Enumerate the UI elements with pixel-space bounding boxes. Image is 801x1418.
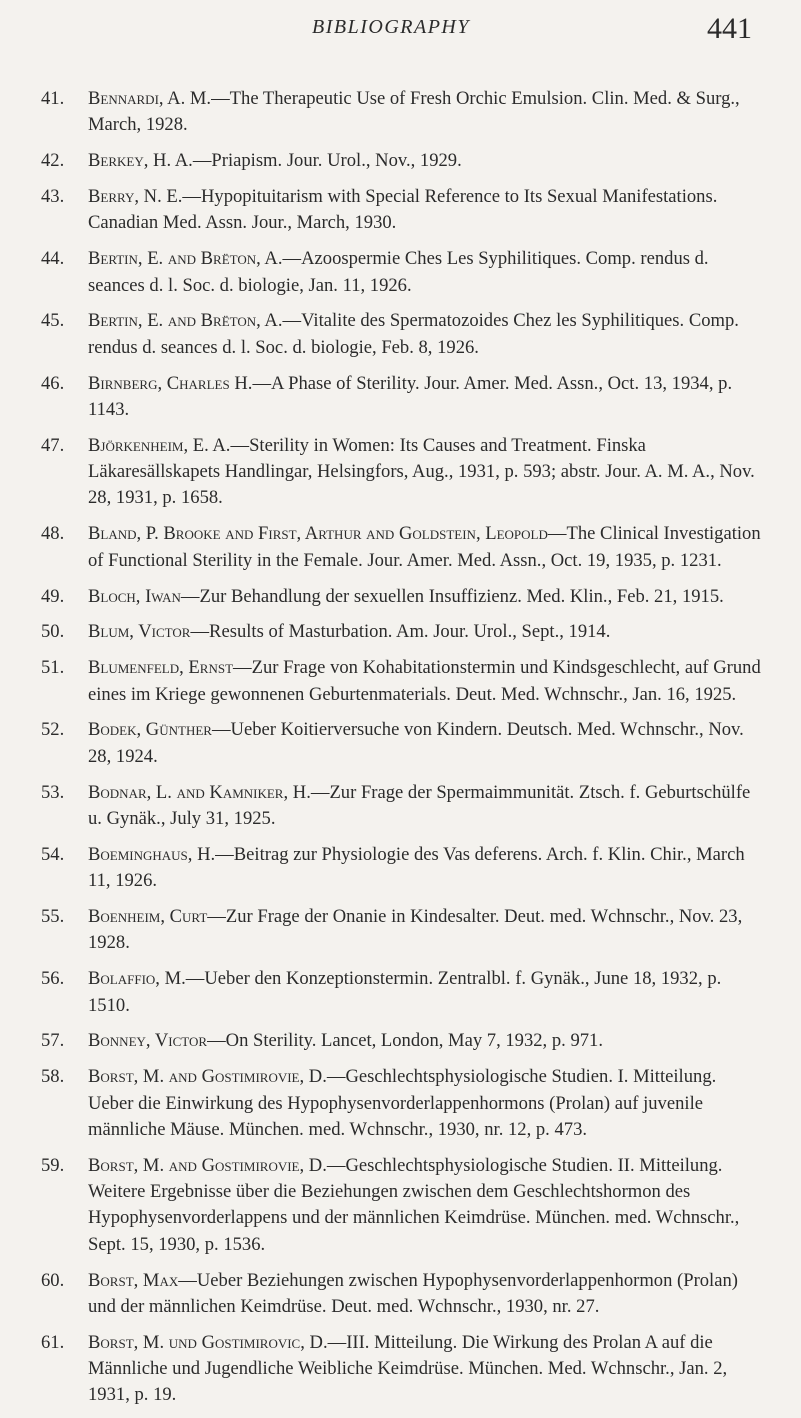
- entry-author: Birnberg, Charles H.: [88, 372, 253, 394]
- entry-number: 52.: [41, 719, 65, 741]
- entry-number: 50.: [41, 621, 65, 643]
- entry-citation: —Ueber Beziehungen zwischen Hypophysenvorderlappenhormon (Prolan) und der männlichen Keimdrüse. Deut. med. Wchnschr., 1930, nr. 27.: [88, 1269, 738, 1317]
- entry-text: [88, 1064, 766, 1143]
- entry-citation: —Geschlechtsphysiologische Studien. I. Mitteilung. Ueber die Einwirkung des Hypophysenvorderlappenhormons (Prolan) auf juvenile männliche Mäuse. München. med. Wchnschr., 1930, nr. 12, p. 473.: [88, 1066, 717, 1140]
- bibliography-entry: [41, 966, 766, 1019]
- entry-number: 44.: [41, 248, 65, 270]
- entry-number: 41.: [41, 88, 65, 109]
- entry-citation: —Zur Frage von Kohabitationstermin und Kindsgeschlecht, auf Grund eines im Kriege gewonnenen Geburtenmaterials. Deut. Med. Wchnschr., Jan. 16, 1925.: [88, 657, 761, 705]
- bibliography-entry: [41, 655, 766, 708]
- entry-text: [88, 184, 766, 237]
- entry-number: 54.: [41, 843, 65, 865]
- bibliography-entry: [41, 780, 766, 833]
- entry-author: Boeminghaus, H.: [88, 843, 216, 865]
- entry-text: [88, 584, 766, 610]
- entry-author: Bodek, Günther: [88, 719, 212, 741]
- entry-text: [88, 246, 766, 299]
- entry-author: Borst, M. and Gostimirovie, D.: [88, 1066, 327, 1088]
- entry-text: [88, 780, 766, 833]
- entry-author: Berkey, H. A.: [88, 150, 193, 172]
- bibliography-entry: [41, 184, 766, 237]
- entry-citation: —The Clinical Investigation of Functional Sterility in the Female. Jour. Amer. Med. Assn., Oct. 19, 1935, p. 1231.: [88, 523, 761, 571]
- entry-author: Bertin, E. and Brëton, A.: [88, 310, 283, 332]
- entry-text: [88, 619, 766, 645]
- entry-number: 49.: [41, 585, 65, 607]
- bibliography-entry: [41, 371, 766, 424]
- entry-author: Bennardi, A. M.: [88, 88, 212, 109]
- entry-number: 46.: [41, 372, 65, 394]
- entry-citation: —Zur Frage der Spermaimmunität. Ztsch. f. Geburtschülfe u. Gynäk., July 31, 1925.: [88, 781, 751, 829]
- entry-number: 55.: [41, 906, 65, 928]
- entry-citation: —Beitrag zur Physiologie des Vas deferens. Arch. f. Klin. Chir., March 11, 1926.: [88, 843, 745, 892]
- entry-text: [88, 86, 766, 139]
- entry-number: 53.: [41, 781, 65, 803]
- entry-text: [88, 966, 766, 1019]
- entry-number: 58.: [41, 1066, 65, 1088]
- page-number: 441: [707, 12, 752, 45]
- entry-citation: —Vitalite des Spermatozoides Chez les Syphilitiques. Comp. rendus d. seances d. l. Soc. d. biologie, Feb. 8, 1926.: [88, 310, 739, 358]
- entry-text: [88, 655, 766, 708]
- entry-author: Berry, N. E.: [88, 186, 183, 208]
- entry-author: Bertin, E. and Brëton, A.: [88, 248, 283, 270]
- entry-citation: —On Sterility. Lancet, London, May 7, 1932, p. 971.: [207, 1030, 603, 1052]
- bibliography-entry: [41, 521, 766, 574]
- entry-citation: —Zur Behandlung der sexuellen Insuffizienz. Med. Klin., Feb. 21, 1915.: [180, 585, 724, 607]
- entry-number: 48.: [41, 523, 65, 545]
- entry-citation: —Hypopituitarism with Special Reference to Its Sexual Manifestations. Canadian Med. Assn. Jour., March, 1930.: [88, 186, 718, 234]
- entry-author: Borst, Max: [88, 1269, 179, 1291]
- entry-citation: —A Phase of Sterility. Jour. Amer. Med. Assn., Oct. 13, 1934, p. 1143.: [88, 372, 733, 420]
- entry-number: 57.: [41, 1030, 65, 1052]
- bibliography-entry: [41, 433, 766, 512]
- entry-text: [88, 433, 766, 512]
- entry-number: 60.: [41, 1269, 65, 1291]
- bibliography-entry: [41, 904, 766, 957]
- entry-text: [88, 308, 766, 361]
- bibliography-entry: [41, 1153, 766, 1258]
- entry-author: Björkenheim, E. A.: [88, 434, 231, 456]
- bibliography-entry: [41, 619, 766, 645]
- entry-citation: —Ueber Koitierversuche von Kindern. Deutsch. Med. Wchnschr., Nov. 28, 1924.: [88, 719, 744, 767]
- bibliography-entry: [41, 1064, 766, 1143]
- entry-number: 59.: [41, 1154, 65, 1176]
- entry-number: 51.: [41, 657, 65, 679]
- bibliography-entry: [41, 308, 766, 361]
- bibliography-entry: [41, 1028, 766, 1054]
- entry-number: 56.: [41, 968, 65, 990]
- entry-author: Bloch, Iwan: [88, 585, 181, 607]
- bibliography-entry: [41, 842, 766, 895]
- entry-text: [88, 1268, 766, 1321]
- entry-author: Bonney, Victor: [88, 1030, 208, 1052]
- entry-text: [88, 842, 766, 895]
- entry-number: 61.: [41, 1331, 65, 1353]
- entry-author: Bodnar, L. and Kamniker, H.: [88, 781, 311, 803]
- entry-author: Borst, M. und Gostimirovic, D.: [88, 1331, 328, 1353]
- bibliography-entry: [41, 86, 766, 139]
- entry-author: Borst, M. and Gostimirovie, D.: [88, 1154, 327, 1176]
- entry-text: [88, 717, 766, 770]
- entry-citation: —Azoospermie Ches Les Syphilitiques. Comp. rendus d. seances d. l. Soc. d. biologie, Jan. 11, 1926.: [88, 248, 709, 296]
- bibliography-entry: [41, 1330, 766, 1409]
- entry-author: Bland, P. Brooke and First, Arthur and Goldstein, Leopold: [88, 523, 548, 545]
- entry-citation: —Ueber den Konzeptionstermin. Zentralbl. f. Gynäk., June 18, 1932, p. 1510.: [88, 968, 722, 1016]
- entry-text: [88, 1330, 766, 1409]
- entry-text: [88, 371, 766, 424]
- bibliography-entry: [41, 1268, 766, 1321]
- entry-citation: —The Therapeutic Use of Fresh Orchic Emulsion. Clin. Med. & Surg., March, 1928.: [88, 88, 740, 136]
- entry-author: Blumenfeld, Ernst: [88, 657, 234, 679]
- entry-text: [88, 148, 766, 174]
- bibliography-entry: [41, 148, 766, 174]
- entry-text: [88, 1153, 766, 1258]
- entry-number: 45.: [41, 310, 65, 332]
- entry-text: [88, 521, 766, 574]
- bibliography-entry: [41, 246, 766, 299]
- bibliography-list: [41, 86, 766, 1418]
- bibliography-entry: [41, 717, 766, 770]
- entry-citation: —Priapism. Jour. Urol., Nov., 1929.: [192, 150, 462, 172]
- entry-citation: —Geschlechtsphysiologische Studien. II. Mitteilung. Weitere Ergebnisse über die Beziehungen zwischen dem Geschlechtshormon des Hypophysenvorderlappens und der männlichen Keimdrüse. München. med. Wchnschr., Sept. 15, 1930, p. 1536.: [88, 1154, 740, 1255]
- entry-number: 47.: [41, 434, 65, 456]
- entry-text: [88, 1028, 766, 1054]
- running-head: [0, 12, 801, 52]
- entry-citation: —Zur Frage der Onanie in Kindesalter. Deut. med. Wchnschr., Nov. 23, 1928.: [88, 906, 743, 954]
- entry-citation: —Sterility in Women: Its Causes and Treatment. Finska Läkaresällskapets Handlingar, Helsingfors, Aug., 1931, p. 593; abstr. Jour. A. M. A., Nov. 28, 1931, p. 1658.: [88, 434, 755, 509]
- entry-number: 43.: [41, 186, 65, 208]
- entry-author: Bolaffio, M.: [88, 968, 186, 990]
- entry-text: [88, 904, 766, 957]
- entry-number: 42.: [41, 150, 65, 172]
- entry-author: Boenheim, Curt: [88, 906, 208, 928]
- entry-citation: —Results of Masturbation. Am. Jour. Urol., Sept., 1914.: [190, 621, 611, 643]
- running-title: BIBLIOGRAPHY: [312, 16, 470, 38]
- bibliography-entry: [41, 584, 766, 610]
- entry-citation: —III. Mitteilung. Die Wirkung des Prolan A auf die Männliche und Jugendliche Weibliche Keimdrüse. München. Med. Wchnschr., Jan. 2, 1931, p. 19.: [88, 1331, 728, 1406]
- entry-author: Blum, Victor: [88, 621, 191, 643]
